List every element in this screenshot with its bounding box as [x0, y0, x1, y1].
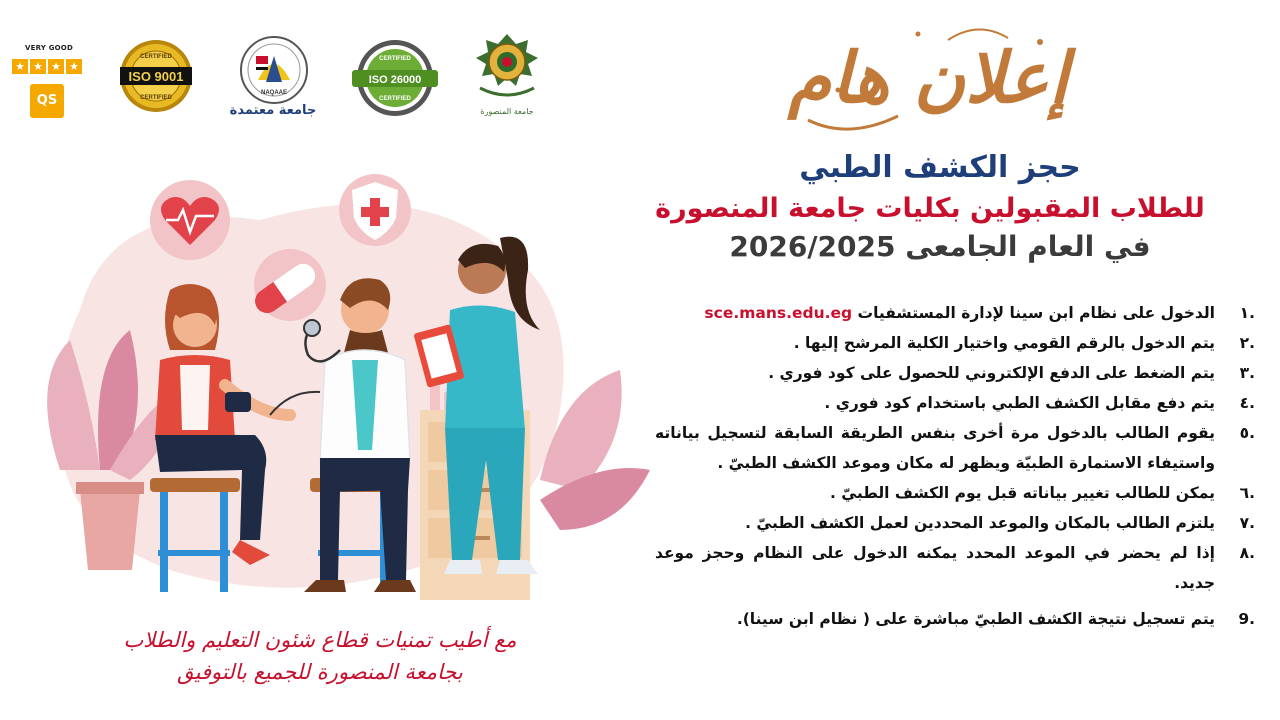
announcement-title: إعلان هام: [787, 36, 1069, 119]
mansoura-logo-caption: جامعة المنصورة: [480, 107, 534, 116]
step-number: .٣: [1239, 364, 1255, 382]
step-number: .٤: [1239, 394, 1255, 412]
qs-logo: QS: [30, 84, 64, 118]
page-title: حجز الكشف الطبي: [799, 150, 1081, 185]
star-icon: ★: [30, 59, 46, 74]
list-item: [655, 358, 1255, 388]
academic-year: في العام الجامعى 2026/2025: [729, 230, 1151, 263]
list-item: [655, 328, 1255, 358]
step-text: يلتزم الطالب بالمكان والموعد المحددين لعمل الكشف الطبيّ .: [745, 514, 1215, 532]
list-item: [655, 508, 1255, 538]
list-item: [655, 538, 1255, 598]
heart-pulse-icon: [150, 180, 230, 260]
mansoura-university-logo: [470, 32, 544, 120]
list-item: [655, 298, 1255, 328]
star-icon: ★: [12, 59, 28, 74]
medical-cross-shield-icon: [339, 174, 411, 246]
list-item: [655, 478, 1255, 508]
footer-wishes-line2: بجامعة المنصورة للجميع بالتوفيق: [177, 660, 463, 684]
iso26000-top-text: CERTIFIED: [379, 56, 411, 62]
iso26000-bottom-text: CERTIFIED: [379, 96, 411, 102]
iso9001-main-text: ISO 9001: [128, 69, 184, 84]
iso-26000-seal: [348, 38, 442, 118]
step-text: يمكن للطالب تغيير بياناته قبل يوم الكشف الطبيّ .: [829, 484, 1215, 502]
step-number: .١: [1239, 304, 1255, 322]
step-text: يتم دفع مقابل الكشف الطبي باستخدام كود فوري .: [824, 394, 1215, 412]
star-icon: ★: [66, 59, 82, 74]
step-number: .9: [1238, 610, 1255, 628]
naqaae-logo: [232, 34, 316, 106]
medical-checkup-illustration: [20, 160, 660, 620]
step-text: إذا لم يحضر في الموعد المحدد يمكنه الدخول على النظام وحجز موعد جديد.: [655, 544, 1215, 592]
naqaae-label: NAQAAE: [260, 90, 288, 96]
list-item: [655, 418, 1255, 478]
qs-rating-text: VERY GOOD: [25, 44, 73, 52]
naqaae-caption: جامعة معتمدة: [229, 103, 317, 118]
list-item: [655, 388, 1255, 418]
step-number: .٧: [1239, 514, 1255, 532]
step-text: يتم الضغط على الدفع الإلكتروني للحصول على كود فوري .: [768, 364, 1215, 382]
system-url-link[interactable]: sce.mans.edu.eg: [704, 304, 853, 322]
step-text: يتم الدخول بالرقم القومي واختيار الكلية المرشح إليها .: [793, 334, 1215, 352]
steps-list: [655, 298, 1255, 634]
iso9001-top-text: CERTIFIED: [140, 54, 172, 60]
step-text: يقوم الطالب بالدخول مرة أخرى بنفس الطريقة السابقة لتسجيل بياناته واستيفاء الاستمارة الطبيّة ويظهر له مكان وموعد الكشف الطبيّ .: [655, 424, 1215, 472]
footer-wishes-line1: مع أطيب تمنيات قطاع شئون التعليم والطلاب: [123, 628, 517, 652]
page-subtitle: للطلاب المقبولين بكليات جامعة المنصورة: [655, 193, 1205, 224]
step-number: .٨: [1239, 544, 1255, 562]
step-number: .٦: [1239, 484, 1255, 502]
star-icon: ★: [48, 59, 64, 74]
step-text: الدخول على نظام ابن سينا لإدارة المستشفيات: [852, 304, 1215, 322]
qs-stars: [12, 59, 84, 75]
list-item: [655, 604, 1255, 634]
step-text: يتم تسجيل نتيجة الكشف الطبيّ مباشرة على ( نظام ابن سينا).: [736, 610, 1215, 628]
iso26000-main-text: ISO 26000: [368, 74, 422, 86]
iso9001-bottom-text: CERTIFIED: [140, 95, 172, 101]
iso-9001-seal: [118, 38, 194, 114]
announcement-banner: [778, 20, 1078, 138]
step-number: .٥: [1239, 424, 1255, 442]
step-number: .٢: [1239, 334, 1255, 352]
